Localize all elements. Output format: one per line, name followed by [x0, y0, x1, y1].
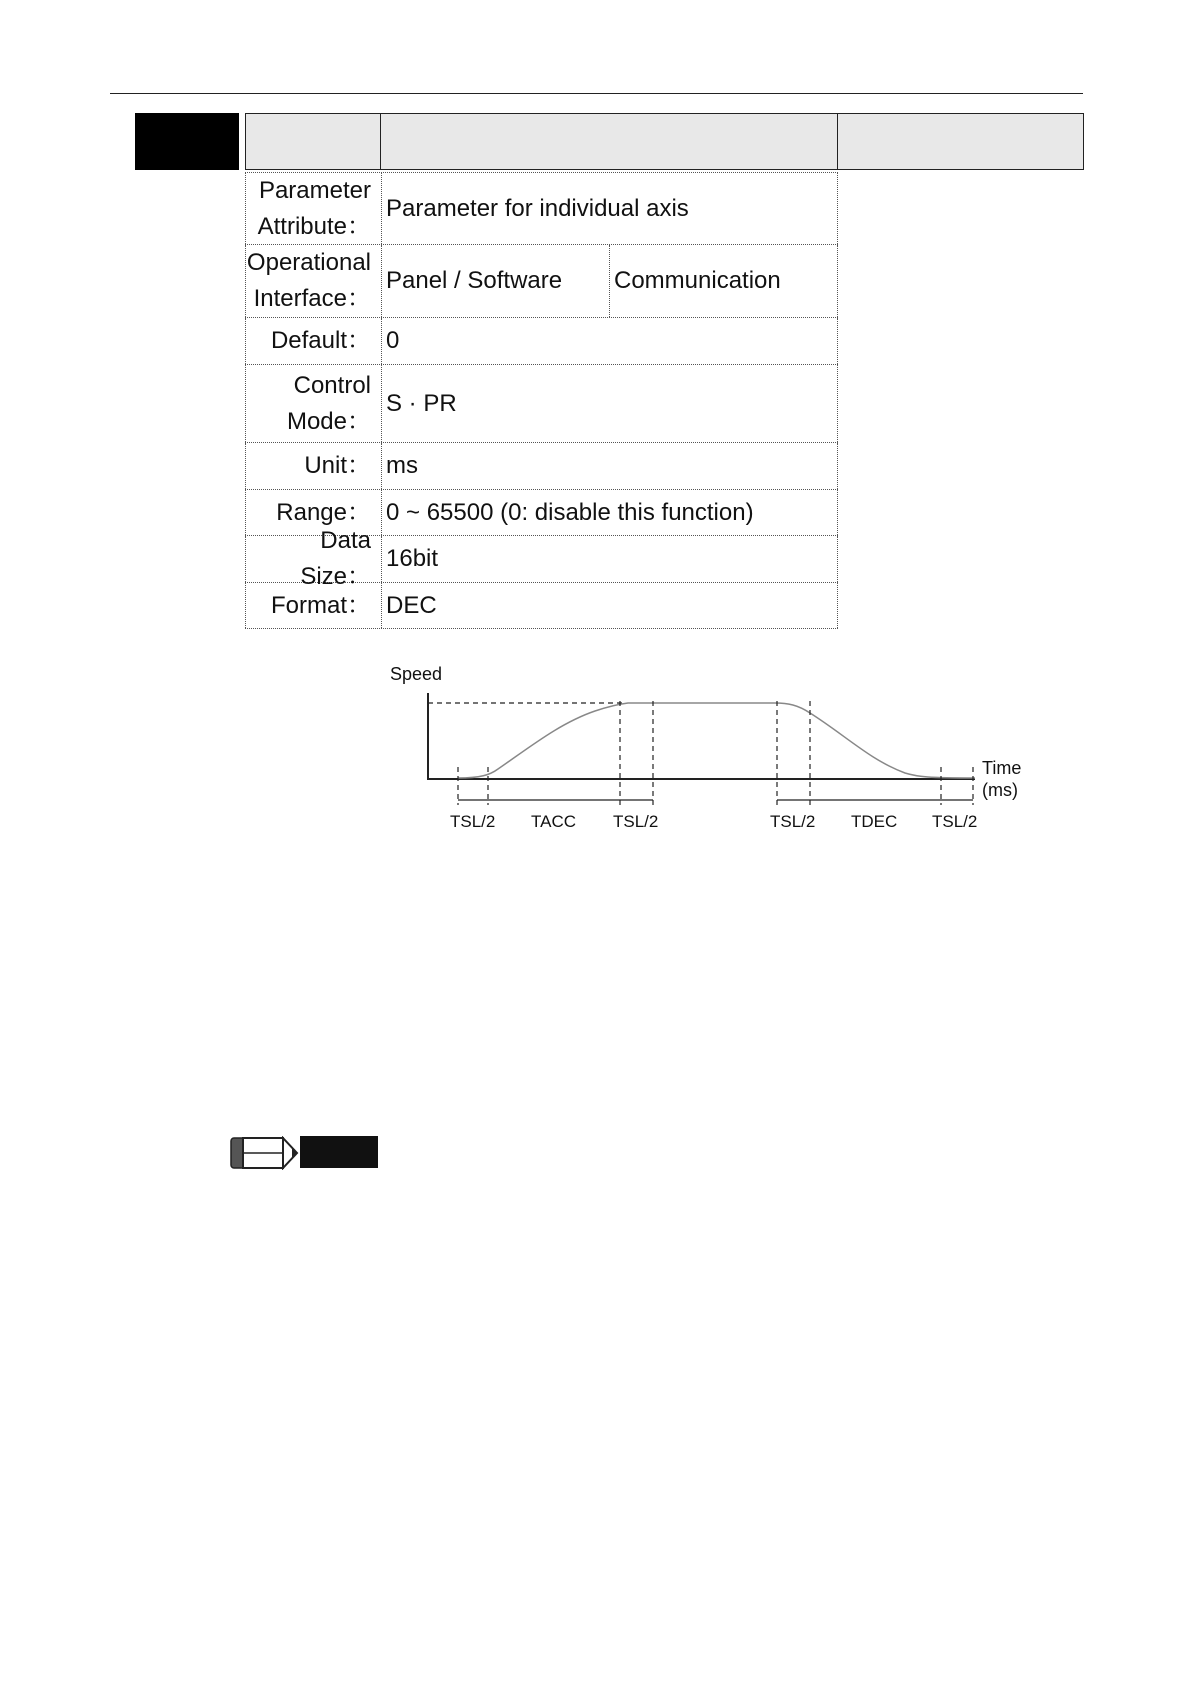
label-line-2: Mode：: [286, 407, 371, 435]
speed-profile-curve: [458, 703, 975, 778]
label-line-1: Operational: [246, 249, 371, 276]
interval-label: TACC: [531, 812, 577, 831]
x-axis-label: Time: [982, 758, 1022, 778]
row-label: [245, 527, 382, 590]
row-value: Parameter for individual axis: [382, 173, 838, 244]
label-line-1: Unit：: [304, 452, 371, 479]
interval-label: TDEC: [851, 812, 898, 831]
x-axis-unit: (ms): [982, 780, 1018, 800]
pencil-note-icon: [229, 1136, 299, 1170]
interval-label: TSL/2: [450, 812, 496, 831]
row-value: [382, 245, 838, 317]
row-format: [245, 583, 838, 629]
header-cell-2: [380, 113, 839, 170]
interface-panel-software: Panel / Software: [386, 267, 563, 294]
header-cell-3: [837, 113, 1084, 170]
row-value: 0: [382, 318, 838, 364]
label-line-1: Range：: [276, 498, 371, 526]
interval-markers: [458, 701, 973, 805]
row-value: ms: [382, 443, 838, 489]
row-value: S · PR: [382, 365, 838, 442]
label-line-1: Data Size：: [300, 527, 371, 590]
header-rule: [110, 93, 1083, 94]
row-value: 0 ~ 65500 (0: disable this function): [382, 490, 838, 535]
label-line-1: Default：: [270, 327, 371, 354]
interval-label: TSL/2: [613, 812, 659, 831]
note-label-block: [300, 1136, 378, 1168]
row-label: [245, 443, 382, 489]
row-unit: [245, 443, 838, 490]
row-label: [245, 173, 382, 244]
row-control-mode: [245, 365, 838, 443]
label-line-1: Parameter: [258, 176, 371, 204]
row-label: [245, 365, 382, 442]
row-label: [245, 583, 382, 628]
row-default: [245, 318, 838, 365]
y-axis-label: Speed: [390, 664, 443, 684]
header-cell-1: [245, 113, 382, 170]
label-line-2: Attribute：: [257, 212, 371, 240]
row-value: 16bit: [382, 536, 838, 582]
row-label: [245, 318, 382, 364]
parameter-code-block: [135, 113, 239, 170]
speed-time-chart: [370, 655, 1040, 845]
row-data-size: [245, 527, 838, 590]
interface-communication: Communication: [609, 245, 837, 317]
parameter-table: [245, 172, 838, 629]
row-parameter-attribute: [245, 172, 838, 245]
label-line-1: Format：: [270, 591, 371, 619]
row-value: DEC: [382, 583, 838, 628]
label-line-2: Interface：: [253, 285, 371, 312]
label-line-1: Control: [293, 371, 371, 399]
row-operational-interface: [245, 245, 838, 318]
interval-label: TSL/2: [770, 812, 816, 831]
interval-label: TSL/2: [932, 812, 978, 831]
row-label: [245, 245, 382, 317]
